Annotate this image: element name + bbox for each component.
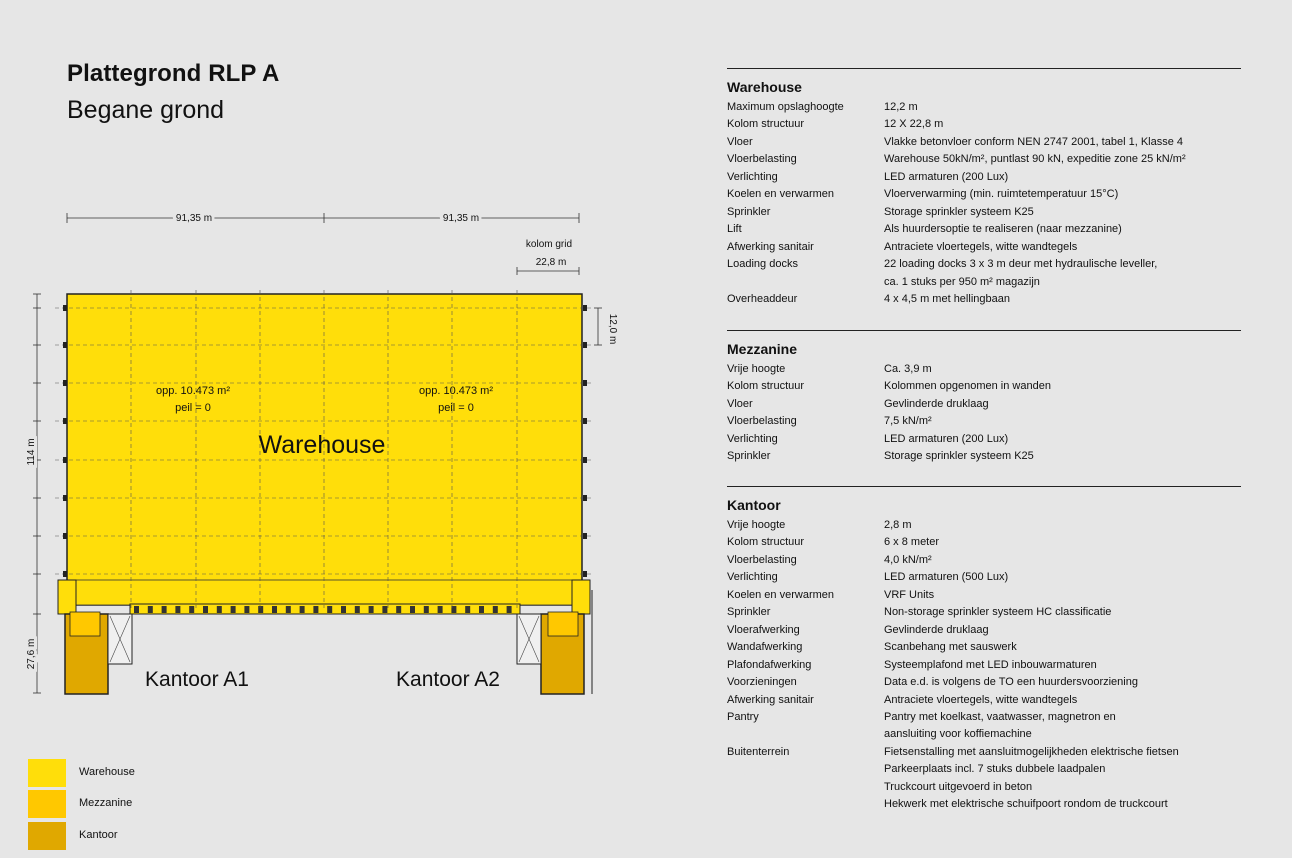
loading-dock bbox=[231, 606, 236, 613]
spec-row bbox=[727, 291, 1241, 308]
spec-row bbox=[727, 552, 1241, 569]
spec-label: Lift bbox=[727, 223, 742, 236]
column-marker bbox=[63, 533, 67, 539]
spec-label: Kolom structuur bbox=[727, 536, 805, 549]
loading-dock bbox=[327, 606, 332, 613]
left-dimension-line bbox=[33, 294, 41, 693]
legend-item-warehouse bbox=[28, 759, 228, 787]
spec-row bbox=[727, 796, 1241, 813]
spec-value: Hekwerk met elektrische schuifpoort rondom de truckcourt bbox=[884, 798, 1168, 811]
spec-row bbox=[727, 569, 1241, 586]
spec-row bbox=[727, 448, 1241, 465]
spec-label: Voorzieningen bbox=[727, 676, 797, 689]
spec-value: 12 X 22,8 m bbox=[884, 118, 944, 131]
spec-label: Vrije hoogte bbox=[727, 363, 786, 375]
spec-value: VRF Units bbox=[884, 588, 935, 601]
page-subtitle: Begane grond bbox=[67, 96, 225, 124]
spec-section-title: Warehouse bbox=[727, 79, 802, 95]
spec-value: aansluiting voor koffiemachine bbox=[884, 728, 1032, 741]
spec-label: Verlichting bbox=[727, 432, 778, 445]
spec-section-kantoor bbox=[727, 486, 1241, 811]
legend-swatch-mezzanine bbox=[28, 790, 66, 818]
spec-value: Storage sprinkler systeem K25 bbox=[884, 450, 1034, 463]
spec-row bbox=[727, 604, 1241, 621]
spec-value: 2,8 m bbox=[884, 519, 912, 531]
spec-row bbox=[727, 221, 1241, 238]
spec-row bbox=[727, 239, 1241, 256]
column-marker bbox=[63, 305, 67, 311]
expedition-zone bbox=[67, 580, 582, 605]
spec-row bbox=[727, 256, 1241, 273]
spec-value: Gevlinderde druklaag bbox=[884, 397, 989, 410]
spec-value: LED armaturen (200 Lux) bbox=[884, 432, 1009, 445]
spec-value: Parkeerplaats incl. 7 stuks dubbele laadpalen bbox=[884, 763, 1106, 776]
spec-row bbox=[727, 378, 1241, 395]
office-a2-label: Kantoor A2 bbox=[396, 668, 500, 691]
loading-dock bbox=[382, 606, 387, 613]
column-marker bbox=[583, 418, 587, 424]
spec-value: LED armaturen (200 Lux) bbox=[884, 170, 1009, 183]
loading-dock bbox=[175, 606, 180, 613]
spec-label: Koelen en verwarmen bbox=[727, 588, 835, 601]
spec-value: 4 x 4,5 m met hellingbaan bbox=[884, 292, 1010, 305]
spec-row bbox=[727, 431, 1241, 448]
spec-row bbox=[727, 99, 1241, 116]
legend-swatch-warehouse bbox=[28, 759, 66, 787]
spec-section-warehouse bbox=[727, 68, 1241, 305]
spec-value: Antraciete vloertegels, witte wandtegels bbox=[884, 693, 1078, 706]
spec-value: ca. 1 stuks per 950 m² magazijn bbox=[884, 275, 1040, 288]
spec-row bbox=[727, 692, 1241, 709]
column-marker bbox=[63, 342, 67, 348]
spec-value: Storage sprinkler systeem K25 bbox=[884, 205, 1034, 218]
loading-dock bbox=[300, 606, 305, 613]
spec-section-mezzanine bbox=[727, 330, 1241, 463]
spec-value: 6 x 8 meter bbox=[884, 536, 940, 549]
spec-label: Sprinkler bbox=[727, 205, 771, 218]
spec-value: Als huurdersoptie te realiseren (naar mezzanine) bbox=[884, 223, 1122, 236]
column-marker bbox=[63, 457, 67, 463]
legend-label: Warehouse bbox=[79, 766, 135, 778]
loading-dock bbox=[424, 606, 429, 613]
spec-value: Gevlinderde druklaag bbox=[884, 623, 989, 636]
spec-value: Systeemplafond met LED inbouwarmaturen bbox=[884, 658, 1097, 671]
spec-value: 12,2 m bbox=[884, 101, 918, 113]
legend-item-mezzanine bbox=[28, 790, 228, 818]
spec-row bbox=[727, 274, 1241, 291]
spec-label: Vloer bbox=[727, 135, 753, 148]
spec-row bbox=[727, 639, 1241, 656]
core-left bbox=[58, 580, 76, 614]
loading-dock bbox=[438, 606, 443, 613]
column-marker bbox=[583, 342, 587, 348]
floor-plan bbox=[0, 0, 700, 720]
spec-value: Non-storage sprinkler systeem HC classificatie bbox=[884, 606, 1112, 619]
spec-label: Sprinkler bbox=[727, 606, 771, 619]
spec-label: Wandafwerking bbox=[727, 641, 803, 654]
spec-row bbox=[727, 622, 1241, 639]
spec-label: Vloerbelasting bbox=[727, 415, 797, 428]
column-marker bbox=[583, 305, 587, 311]
spec-row bbox=[727, 413, 1241, 430]
spec-value: Antraciete vloertegels, witte wandtegels bbox=[884, 240, 1078, 253]
loading-dock bbox=[341, 606, 346, 613]
grid-dimension-line bbox=[517, 267, 579, 275]
spec-section-title: Mezzanine bbox=[727, 341, 798, 357]
spec-value: Scanbehang met sauswerk bbox=[884, 641, 1017, 654]
column-marker bbox=[583, 495, 587, 501]
grid-label: kolom grid bbox=[525, 239, 573, 250]
loading-dock bbox=[286, 606, 291, 613]
office-a1-mezz bbox=[70, 612, 100, 636]
spec-label: Maximum opslaghoogte bbox=[727, 101, 844, 113]
column-marker bbox=[583, 380, 587, 386]
loading-dock bbox=[244, 606, 249, 613]
spec-value: Ca. 3,9 m bbox=[884, 363, 932, 375]
module-dimension-line bbox=[594, 308, 602, 345]
spec-label: Vloerbelasting bbox=[727, 153, 797, 166]
loading-dock bbox=[148, 606, 153, 613]
spec-label: Vloer bbox=[727, 397, 753, 410]
dim-top-right: 91,35 m bbox=[442, 213, 480, 224]
column-marker bbox=[583, 533, 587, 539]
loading-dock bbox=[479, 606, 484, 613]
area-right: opp. 10.473 m² bbox=[419, 385, 493, 397]
spec-row bbox=[727, 587, 1241, 604]
area-left: opp. 10.473 m² bbox=[156, 385, 230, 397]
spec-row bbox=[727, 657, 1241, 674]
spec-row bbox=[727, 204, 1241, 221]
spec-label: Vloerbelasting bbox=[727, 553, 797, 566]
spec-section-title: Kantoor bbox=[727, 497, 781, 513]
core-right bbox=[572, 580, 590, 614]
level-left: peil = 0 bbox=[175, 402, 211, 414]
dim-height: 114 m bbox=[26, 438, 37, 466]
loading-dock bbox=[369, 606, 374, 613]
column-marker bbox=[63, 571, 67, 577]
loading-dock bbox=[134, 606, 139, 613]
loading-dock bbox=[493, 606, 498, 613]
spec-row bbox=[727, 116, 1241, 133]
spec-label: Pantry bbox=[727, 710, 759, 723]
spec-label: Verlichting bbox=[727, 571, 778, 584]
spec-value: Data e.d. is volgens de TO een huurdersvoorziening bbox=[884, 676, 1138, 689]
dock-strip bbox=[130, 604, 520, 614]
grid-dim: 22,8 m bbox=[535, 257, 567, 268]
spec-value: Vloerverwarming (min. ruimtetemperatuur 15°C) bbox=[884, 188, 1119, 201]
top-dimension-line bbox=[67, 213, 579, 223]
page-title: Plattegrond RLP A bbox=[67, 60, 280, 87]
loading-dock bbox=[507, 606, 512, 613]
spec-value: 22 loading docks 3 x 3 m deur met hydraulische leveller, bbox=[884, 258, 1158, 271]
loading-dock bbox=[355, 606, 360, 613]
spec-label: Afwerking sanitair bbox=[727, 693, 814, 706]
spec-row bbox=[727, 744, 1241, 761]
spec-value: Warehouse 50kN/m², puntlast 90 kN, expeditie zone 25 kN/m² bbox=[884, 153, 1186, 166]
loading-dock bbox=[162, 606, 167, 613]
legend-label: Kantoor bbox=[79, 829, 118, 841]
spec-value: Kolommen opgenomen in wanden bbox=[884, 380, 1051, 393]
loading-dock bbox=[203, 606, 208, 613]
office-a2-mezz bbox=[548, 612, 578, 636]
spec-row bbox=[727, 534, 1241, 551]
loading-dock bbox=[396, 606, 401, 613]
spec-label: Sprinkler bbox=[727, 450, 771, 463]
spec-value: LED armaturen (500 Lux) bbox=[884, 571, 1009, 584]
loading-dock bbox=[217, 606, 222, 613]
spec-row bbox=[727, 134, 1241, 151]
spec-value: Vlakke betonvloer conform NEN 2747 2001, tabel 1, Klasse 4 bbox=[884, 135, 1184, 148]
spec-row bbox=[727, 151, 1241, 168]
spec-row bbox=[727, 779, 1241, 796]
spec-label: Verlichting bbox=[727, 170, 778, 183]
spec-value: 4,0 kN/m² bbox=[884, 553, 932, 566]
spec-row bbox=[727, 674, 1241, 691]
spec-label: Koelen en verwarmen bbox=[727, 188, 835, 201]
spec-label: Kolom structuur bbox=[727, 118, 805, 131]
loading-dock bbox=[272, 606, 277, 613]
level-right: peil = 0 bbox=[438, 402, 474, 414]
office-a1-label: Kantoor A1 bbox=[145, 668, 249, 691]
spec-row bbox=[727, 761, 1241, 778]
column-marker bbox=[583, 457, 587, 463]
loading-dock bbox=[258, 606, 263, 613]
loading-dock bbox=[189, 606, 194, 613]
spec-value: Truckcourt uitgevoerd in beton bbox=[884, 780, 1033, 793]
loading-dock bbox=[410, 606, 415, 613]
column-marker bbox=[63, 418, 67, 424]
spec-label: Overheaddeur bbox=[727, 292, 798, 305]
spec-row bbox=[727, 726, 1241, 743]
dim-office: 27,6 m bbox=[26, 638, 37, 670]
spec-value: 7,5 kN/m² bbox=[884, 415, 932, 428]
column-marker bbox=[583, 571, 587, 577]
legend-label: Mezzanine bbox=[79, 797, 133, 809]
dim-module: 12,0 m bbox=[607, 313, 618, 345]
column-marker bbox=[63, 380, 67, 386]
spec-label: Afwerking sanitair bbox=[727, 240, 814, 253]
spec-label: Vrije hoogte bbox=[727, 519, 786, 531]
dim-top-left: 91,35 m bbox=[175, 213, 213, 224]
spec-label: Vloerafwerking bbox=[727, 623, 800, 636]
spec-row bbox=[727, 169, 1241, 186]
spec-value: Fietsenstalling met aansluitmogelijkheden elektrische fietsen bbox=[884, 745, 1179, 758]
spec-row bbox=[727, 186, 1241, 203]
spec-label: Plafondafwerking bbox=[727, 658, 812, 671]
loading-dock bbox=[465, 606, 470, 613]
spec-label: Kolom structuur bbox=[727, 380, 805, 393]
spec-row bbox=[727, 709, 1241, 726]
spec-label: Loading docks bbox=[727, 258, 798, 271]
legend-item-kantoor bbox=[28, 822, 228, 850]
spec-row bbox=[727, 361, 1241, 378]
column-marker bbox=[63, 495, 67, 501]
spec-label: Buitenterrein bbox=[727, 745, 790, 758]
legend-swatch-kantoor bbox=[28, 822, 66, 850]
spec-value: Pantry met koelkast, vaatwasser, magnetron en bbox=[884, 710, 1116, 723]
loading-dock bbox=[313, 606, 318, 613]
spec-row bbox=[727, 396, 1241, 413]
spec-row bbox=[727, 517, 1241, 534]
warehouse-label: Warehouse bbox=[258, 431, 386, 459]
